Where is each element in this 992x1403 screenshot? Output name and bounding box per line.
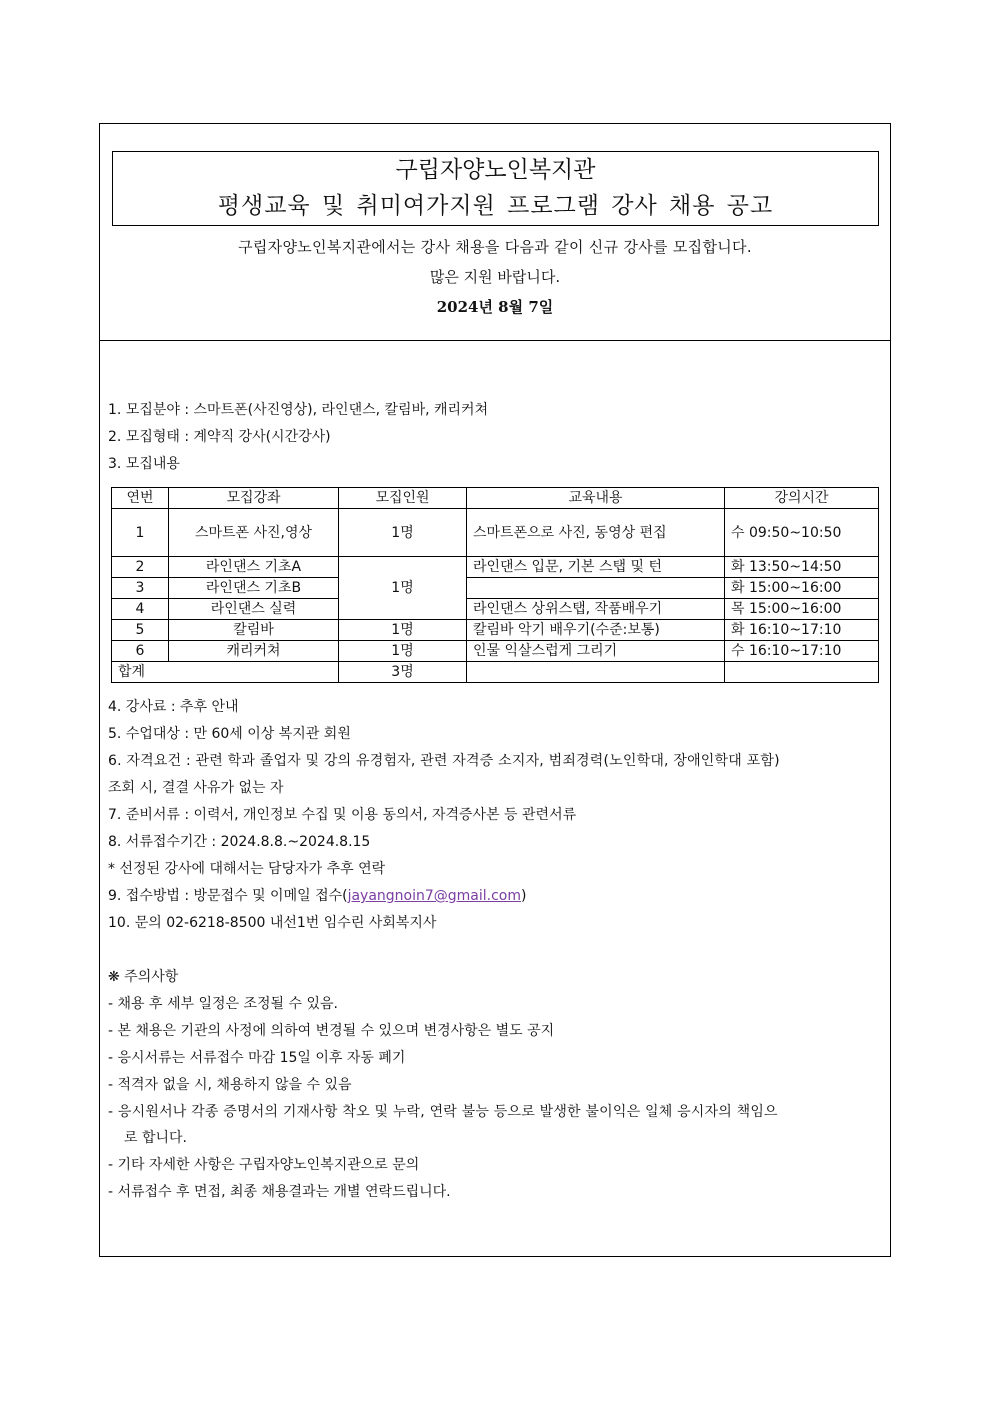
row-course: 칼림바 bbox=[169, 620, 339, 641]
header-section bbox=[100, 124, 890, 341]
item-field: 1. 모집분야 : 스마트폰(사진영상), 라인댄스, 칼림바, 캐리커쳐 bbox=[108, 402, 489, 418]
item-qualification-cont: 조회 시, 결결 사유가 없는 자 bbox=[108, 780, 284, 796]
header-time: 강의시간 bbox=[725, 488, 879, 509]
intro-text-2: 많은 지원 바랍니다. bbox=[429, 268, 561, 286]
table-row bbox=[112, 620, 879, 641]
item-period-note: * 선정된 강사에 대해서는 담당자가 추후 연락 bbox=[108, 861, 386, 877]
row-course: 스마트폰 사진,영상 bbox=[169, 509, 339, 557]
row-time: 수 09:50~10:50 bbox=[725, 509, 879, 557]
note-item: - 기타 자세한 사항은 구립자양노인복지관으로 문의 bbox=[108, 1157, 420, 1173]
total-label: 합계 bbox=[112, 662, 339, 683]
notice-date: 2024년 8월 7일 bbox=[436, 298, 554, 316]
title-org: 구립자양노인복지관 bbox=[395, 157, 596, 183]
row-time: 화 15:00~16:00 bbox=[725, 578, 879, 599]
row-no: 1 bbox=[112, 509, 169, 557]
note-item: - 본 채용은 기관의 사정에 의하여 변경될 수 있으며 변경사항은 별도 공지 bbox=[108, 1023, 555, 1039]
recruit-table bbox=[111, 487, 879, 683]
table-row bbox=[112, 599, 879, 620]
row-no: 2 bbox=[112, 557, 169, 578]
row-no: 4 bbox=[112, 599, 169, 620]
email-link[interactable]: jayangnoin7@gmail.com bbox=[347, 888, 522, 904]
item-content-heading: 3. 모집내용 bbox=[108, 456, 180, 472]
row-time: 목 15:00~16:00 bbox=[725, 599, 879, 620]
intro-text: 구립자양노인복지관에서는 강사 채용을 다음과 같이 신규 강사를 모집합니다. bbox=[238, 238, 752, 256]
row-no: 3 bbox=[112, 578, 169, 599]
title-main: 평생교육 및 취미여가지원 프로그램 강사 채용 공고 bbox=[217, 193, 774, 219]
row-no: 5 bbox=[112, 620, 169, 641]
note-item: - 채용 후 세부 일정은 조정될 수 있음. bbox=[108, 996, 338, 1012]
total-time-empty bbox=[725, 662, 879, 683]
item-method bbox=[108, 886, 526, 906]
header-no: 연번 bbox=[112, 488, 169, 509]
table-row bbox=[112, 578, 879, 599]
note-item: - 응시서류는 서류접수 마감 15일 이후 자동 폐기 bbox=[108, 1050, 406, 1066]
header-course: 모집강좌 bbox=[169, 488, 339, 509]
item-period: 8. 서류접수기간 : 2024.8.8.~2024.8.15 bbox=[108, 834, 371, 850]
row-course: 라인댄스 기초A bbox=[169, 557, 339, 578]
row-count: 1명 bbox=[339, 641, 467, 662]
row-time: 화 16:10~17:10 bbox=[725, 620, 879, 641]
table-row bbox=[112, 641, 879, 662]
note-item-cont: 로 합니다. bbox=[124, 1130, 187, 1146]
row-course: 캐리커쳐 bbox=[169, 641, 339, 662]
table-row bbox=[112, 557, 879, 578]
title-box bbox=[112, 151, 879, 226]
item-target: 5. 수업대상 : 만 60세 이상 복지관 회원 bbox=[108, 726, 351, 742]
method-close: ) bbox=[521, 888, 527, 904]
row-count: 1명 bbox=[339, 509, 467, 557]
note-item: - 적격자 없을 시, 채용하지 않을 수 있음 bbox=[108, 1077, 352, 1093]
table-total-row bbox=[112, 662, 879, 683]
notes-heading: ❋ 주의사항 bbox=[108, 969, 179, 985]
header-content: 교육내용 bbox=[467, 488, 725, 509]
row-content: 라인댄스 입문, 기본 스탭 및 턴 bbox=[467, 557, 725, 578]
table-row bbox=[112, 509, 879, 557]
item-contact: 10. 문의 02-6218-8500 내선1번 임수린 사회복지사 bbox=[108, 915, 437, 931]
note-item: - 서류접수 후 면접, 최종 채용결과는 개별 연락드립니다. bbox=[108, 1184, 451, 1200]
row-course: 라인댄스 실력 bbox=[169, 599, 339, 620]
row-time: 수 16:10~17:10 bbox=[725, 641, 879, 662]
row-content: 칼림바 악기 배우기(수준:보통) bbox=[467, 620, 725, 641]
total-content-empty bbox=[467, 662, 725, 683]
row-content: 라인댄스 상위스탭, 작품배우기 bbox=[467, 599, 725, 620]
row-count: 1명 bbox=[339, 557, 467, 620]
row-course: 라인댄스 기초B bbox=[169, 578, 339, 599]
note-item: - 응시원서나 각종 증명서의 기재사항 착오 및 누락, 연락 불능 등으로 발생한 불이익은 일체 응시자의 책임으 bbox=[108, 1104, 778, 1120]
item-qualification: 6. 자격요건 : 관련 학과 졸업자 및 강의 유경험자, 관련 자격증 소지자, 범죄경력(노인학대, 장애인학대 포함) bbox=[108, 753, 780, 769]
row-count: 1명 bbox=[339, 620, 467, 641]
row-time: 화 13:50~14:50 bbox=[725, 557, 879, 578]
row-no: 6 bbox=[112, 641, 169, 662]
method-text: 9. 접수방법 : 방문접수 및 이메일 접수( bbox=[108, 888, 348, 904]
item-type: 2. 모집형태 : 계약직 강사(시간강사) bbox=[108, 429, 331, 445]
row-content bbox=[467, 578, 725, 599]
table-header-row bbox=[112, 488, 879, 509]
header-count: 모집인원 bbox=[339, 488, 467, 509]
total-count: 3명 bbox=[339, 662, 467, 683]
item-fee: 4. 강사료 : 추후 안내 bbox=[108, 699, 239, 715]
item-documents: 7. 준비서류 : 이력서, 개인정보 수집 및 이용 동의서, 자격증사본 등 관련서류 bbox=[108, 807, 577, 823]
row-content: 스마트폰으로 사진, 동영상 편집 bbox=[467, 509, 725, 557]
row-content: 인물 익살스럽게 그리기 bbox=[467, 641, 725, 662]
